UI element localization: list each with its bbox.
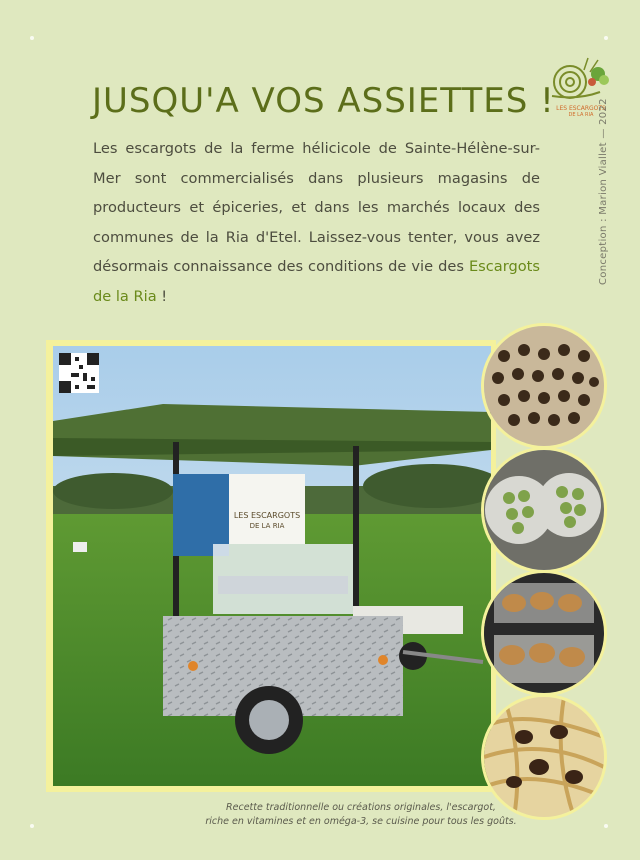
market-cart-photo — [53, 346, 491, 786]
page-title: JUSQU'A VOS ASSIETTES ! — [92, 80, 555, 121]
decor-dot — [604, 824, 608, 828]
photo-caption — [180, 801, 542, 829]
logo-text: LES ESCARGOTS — [556, 105, 606, 112]
goat — [73, 542, 87, 552]
logo-subtext: DE LA RIA — [568, 112, 594, 118]
design-credit: Conception : Marion Viallet — 2022 — [598, 98, 609, 285]
snails-tray-photo — [481, 323, 607, 449]
intro-end: ! — [156, 287, 168, 305]
sign-subtitle: DE LA RIA — [249, 522, 285, 530]
intro-highlight: Escargots de la Ria — [93, 258, 540, 305]
stuffed-snails-photo — [481, 447, 607, 573]
caption-line-1: Recette traditionnelle ou créations originales, l'escargot, — [226, 802, 496, 813]
intro-text: Les escargots de la ferme hélicicole de Sainte-Hélène-sur-Mer sont commercialisés dans plusieurs magasins de producteurs et épiceries, et dans les marchés locaux des communes de la Ria d'Etel. Laissez-vous tenter, vous avez désormais connaissance des conditions de vie des — [93, 140, 540, 275]
toast-snails-photo — [481, 570, 607, 696]
decor-dot — [604, 36, 608, 40]
sign-title: LES ESCARGOTS — [233, 511, 301, 520]
decor-dot — [30, 36, 34, 40]
intro-paragraph — [93, 134, 540, 311]
qr-code[interactable] — [59, 353, 99, 393]
caption-line-2: riche en vitamines et en oméga-3, se cuisine pour tous les goûts. — [205, 816, 517, 827]
decor-dot — [30, 824, 34, 828]
